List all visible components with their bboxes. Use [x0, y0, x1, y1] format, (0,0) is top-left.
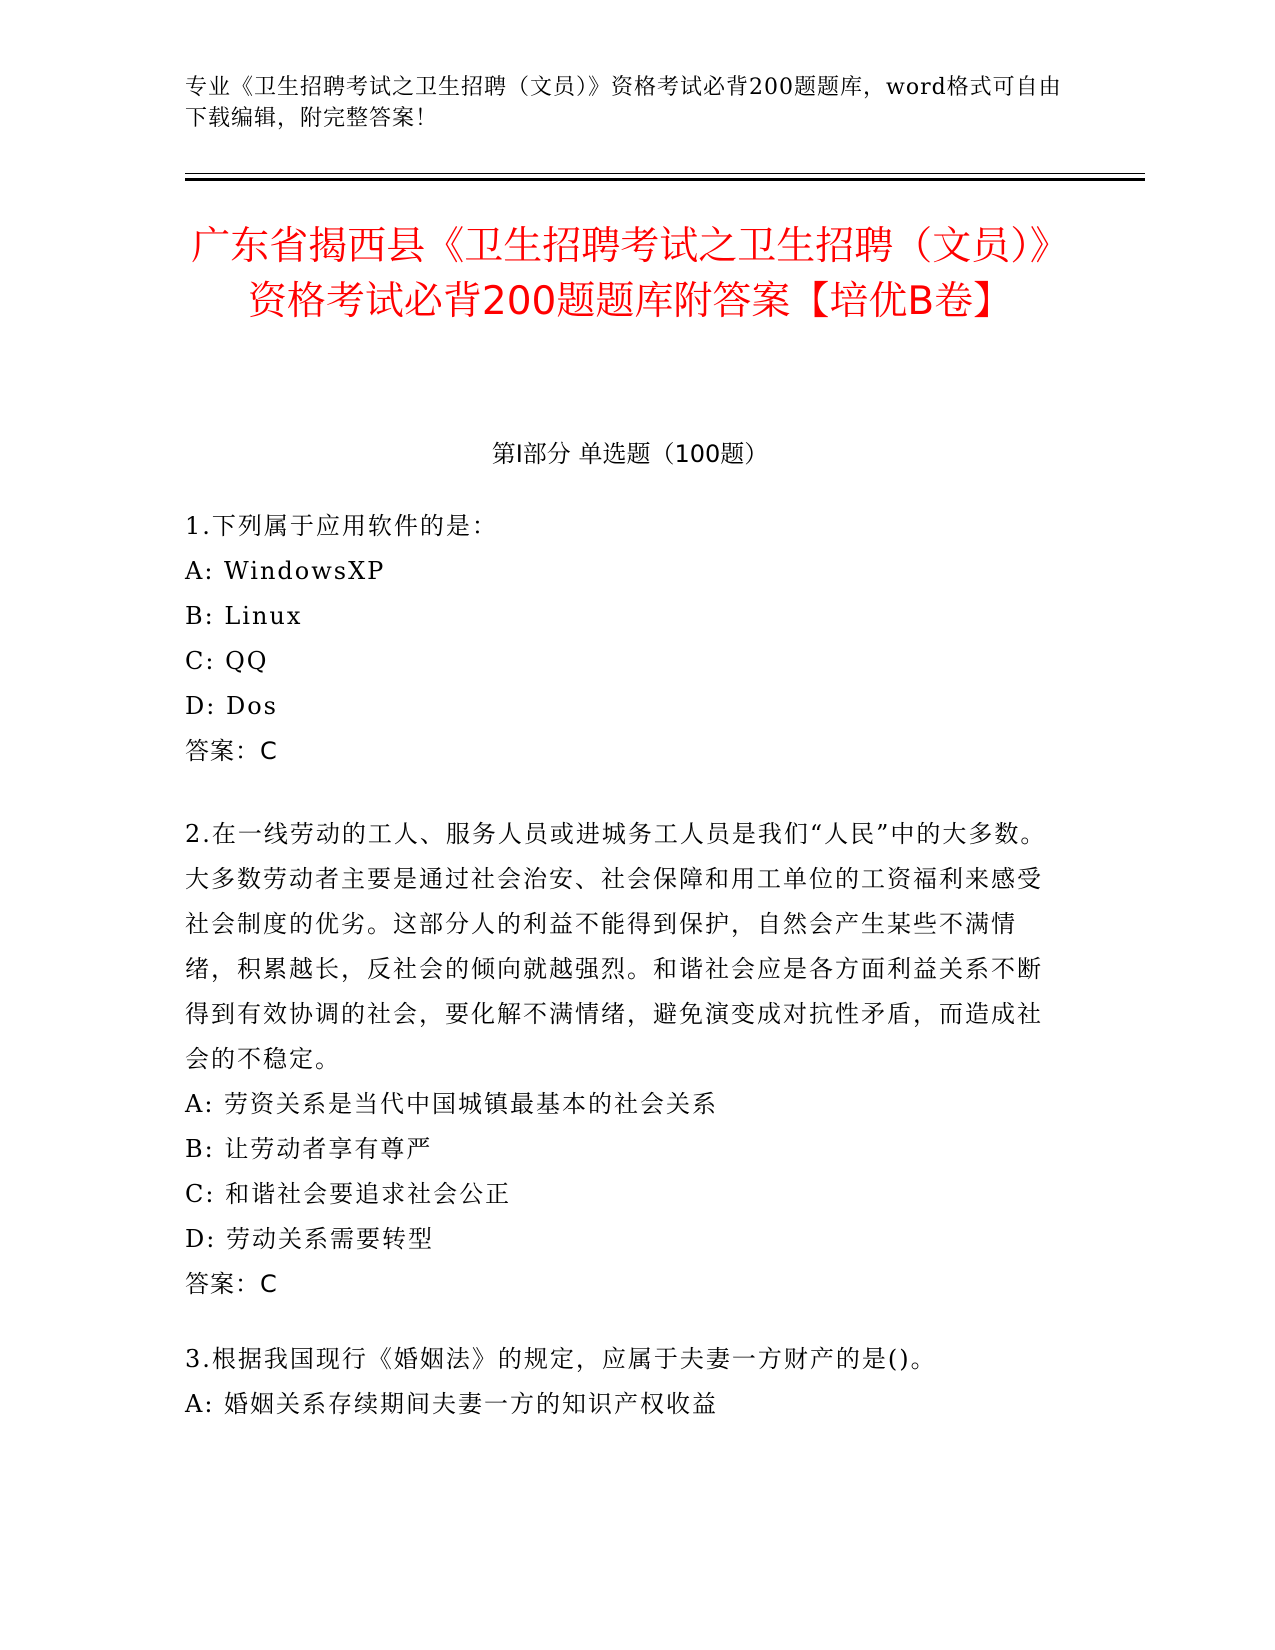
option-c: C: 和谐社会要追求社会公正 [185, 1180, 512, 1208]
question-stem: 1.下列属于应用软件的是： [185, 512, 498, 540]
header-note: 专业《卫生招聘考试之卫生招聘（文员）》资格考试必背200题题库，word格式可自由下载编辑，附完整答案！ [185, 75, 1062, 131]
option-c: C: QQ [185, 647, 269, 675]
question-1 [185, 504, 1065, 774]
option-a: A: 劳资关系是当代中国城镇最基本的社会关系 [185, 1090, 719, 1118]
question-3 [185, 1337, 1065, 1427]
question-2 [185, 812, 1065, 1307]
option-b: B: 让劳动者享有尊严 [185, 1135, 433, 1163]
header-rule-thick [185, 178, 1145, 181]
option-a: A: WindowsXP [185, 557, 386, 585]
question-stem: 3.根据我国现行《婚姻法》的规定，应属于夫妻一方财产的是()。 [185, 1345, 937, 1373]
section-heading: 第Ⅰ部分 单选题（100题） [491, 440, 769, 468]
answer: 答案：C [185, 1270, 278, 1298]
question-stem: 2.在一线劳动的工人、服务人员或进城务工人员是我们“人民”中的大多数。大多数劳动者主要是通过社会治安、社会保障和用工单位的工资福利来感受社会制度的优劣。这部分人的利益不能得到保护，自然会产生某些不满情绪，积累越长，反社会的倾向就越强烈。和谐社会应是各方面利益关系不断得到有效协调的社会，要化解不满情绪，避免演变成对抗性矛盾，而造成社会的不稳定。 [185, 820, 1047, 1073]
document-title: 广东省揭西县《卫生招聘考试之卫生招聘（文员）》资格考试必背200题题库附答案【培优B卷】 [191, 224, 1069, 324]
option-d: D: Dos [185, 692, 278, 720]
option-d: D: 劳动关系需要转型 [185, 1225, 434, 1253]
answer: 答案：C [185, 737, 278, 765]
header-rule-thin [185, 173, 1145, 174]
option-a: A: 婚姻关系存续期间夫妻一方的知识产权收益 [185, 1390, 719, 1418]
option-b: B: Linux [185, 602, 303, 630]
